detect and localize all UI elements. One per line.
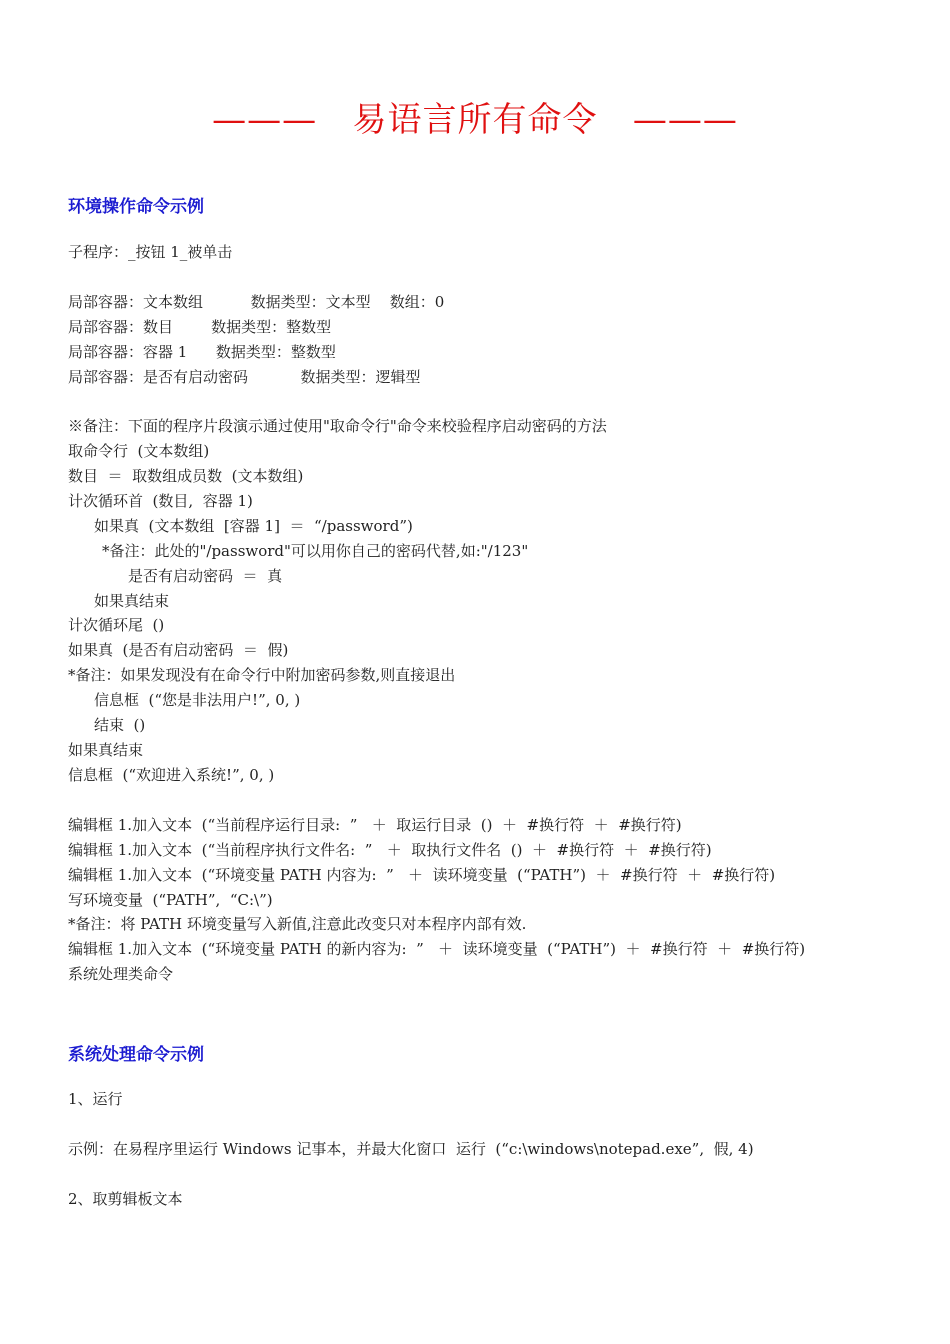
code-line: ※备注：下面的程序片段演示通过使用"取命令行"命令来校验程序启动密码的方法 xyxy=(68,417,607,435)
section-heading-environment: 环境操作命令示例 xyxy=(68,197,204,217)
subroutine-line: 子程序：_按钮 1_被单击 xyxy=(68,243,233,261)
code-comment: *备注：如果发现没有在命令行中附加密码参数,则直接退出 xyxy=(68,666,456,684)
variable-declaration: 局部容器：容器 1 数据类型：整数型 xyxy=(68,343,336,361)
document-title: ——— 易语言所有命令 ——— xyxy=(212,100,738,140)
code-line: 如果真结束 xyxy=(94,592,170,610)
example-line: 示例：在易程序里运行 Windows 记事本，并最大化窗口 运行 (“c:\windows\notepad.exe”, 假, 4) xyxy=(68,1140,754,1158)
code-line: 结束 () xyxy=(94,716,146,734)
code-line: 系统处理类命令 xyxy=(68,965,174,983)
variable-declaration: 局部容器：数目 数据类型：整数型 xyxy=(68,318,332,336)
code-line: 编辑框 1.加入文本 (“环境变量 PATH 内容为: ” ＋ 读环境变量 (“PATH”) ＋ #换行符 ＋ #换行符) xyxy=(68,866,776,884)
code-line: 如果真结束 xyxy=(68,741,144,759)
code-line: 取命令行 (文本数组) xyxy=(68,442,210,460)
code-line: 编辑框 1.加入文本 (“当前程序运行目录: ” ＋ 取运行目录 () ＋ #换行符 ＋ #换行符) xyxy=(68,816,682,834)
code-comment: *备注：将 PATH 环境变量写入新值,注意此改变只对本程序内部有效. xyxy=(68,915,527,933)
code-line: 是否有启动密码 ＝ 真 xyxy=(128,567,283,585)
code-line: 如果真 (是否有启动密码 ＝ 假) xyxy=(68,641,289,659)
code-line: 信息框 (“您是非法用户!”, 0, ) xyxy=(94,691,301,709)
code-line: 信息框 (“欢迎进入系统!”, 0, ) xyxy=(68,766,275,784)
code-line: 写环境变量 (“PATH”, “C:\”) xyxy=(68,891,273,909)
variable-declaration: 局部容器：是否有启动密码 数据类型：逻辑型 xyxy=(68,368,421,386)
code-line: 计次循环尾 () xyxy=(68,616,165,634)
code-line: 编辑框 1.加入文本 (“当前程序执行文件名: ” ＋ 取执行文件名 () ＋ #换行符 ＋ #换行符) xyxy=(68,841,712,859)
code-line: 计次循环首 (数目, 容器 1) xyxy=(68,492,253,510)
list-item: 1、运行 xyxy=(68,1090,123,1108)
list-item: 2、取剪辑板文本 xyxy=(68,1190,183,1208)
code-comment: *备注：此处的"/password"可以用你自己的密码代替,如:"/123" xyxy=(102,542,529,560)
code-line: 如果真 (文本数组 [容器 1] ＝ “/password”) xyxy=(94,517,413,535)
section-heading-system: 系统处理命令示例 xyxy=(68,1045,204,1065)
code-line: 数目 ＝ 取数组成员数 (文本数组) xyxy=(68,467,304,485)
code-line: 编辑框 1.加入文本 (“环境变量 PATH 的新内容为: ” ＋ 读环境变量 (“PATH”) ＋ #换行符 ＋ #换行符) xyxy=(68,940,806,958)
variable-declaration: 局部容器：文本数组 数据类型：文本型 数组：0 xyxy=(68,293,445,311)
